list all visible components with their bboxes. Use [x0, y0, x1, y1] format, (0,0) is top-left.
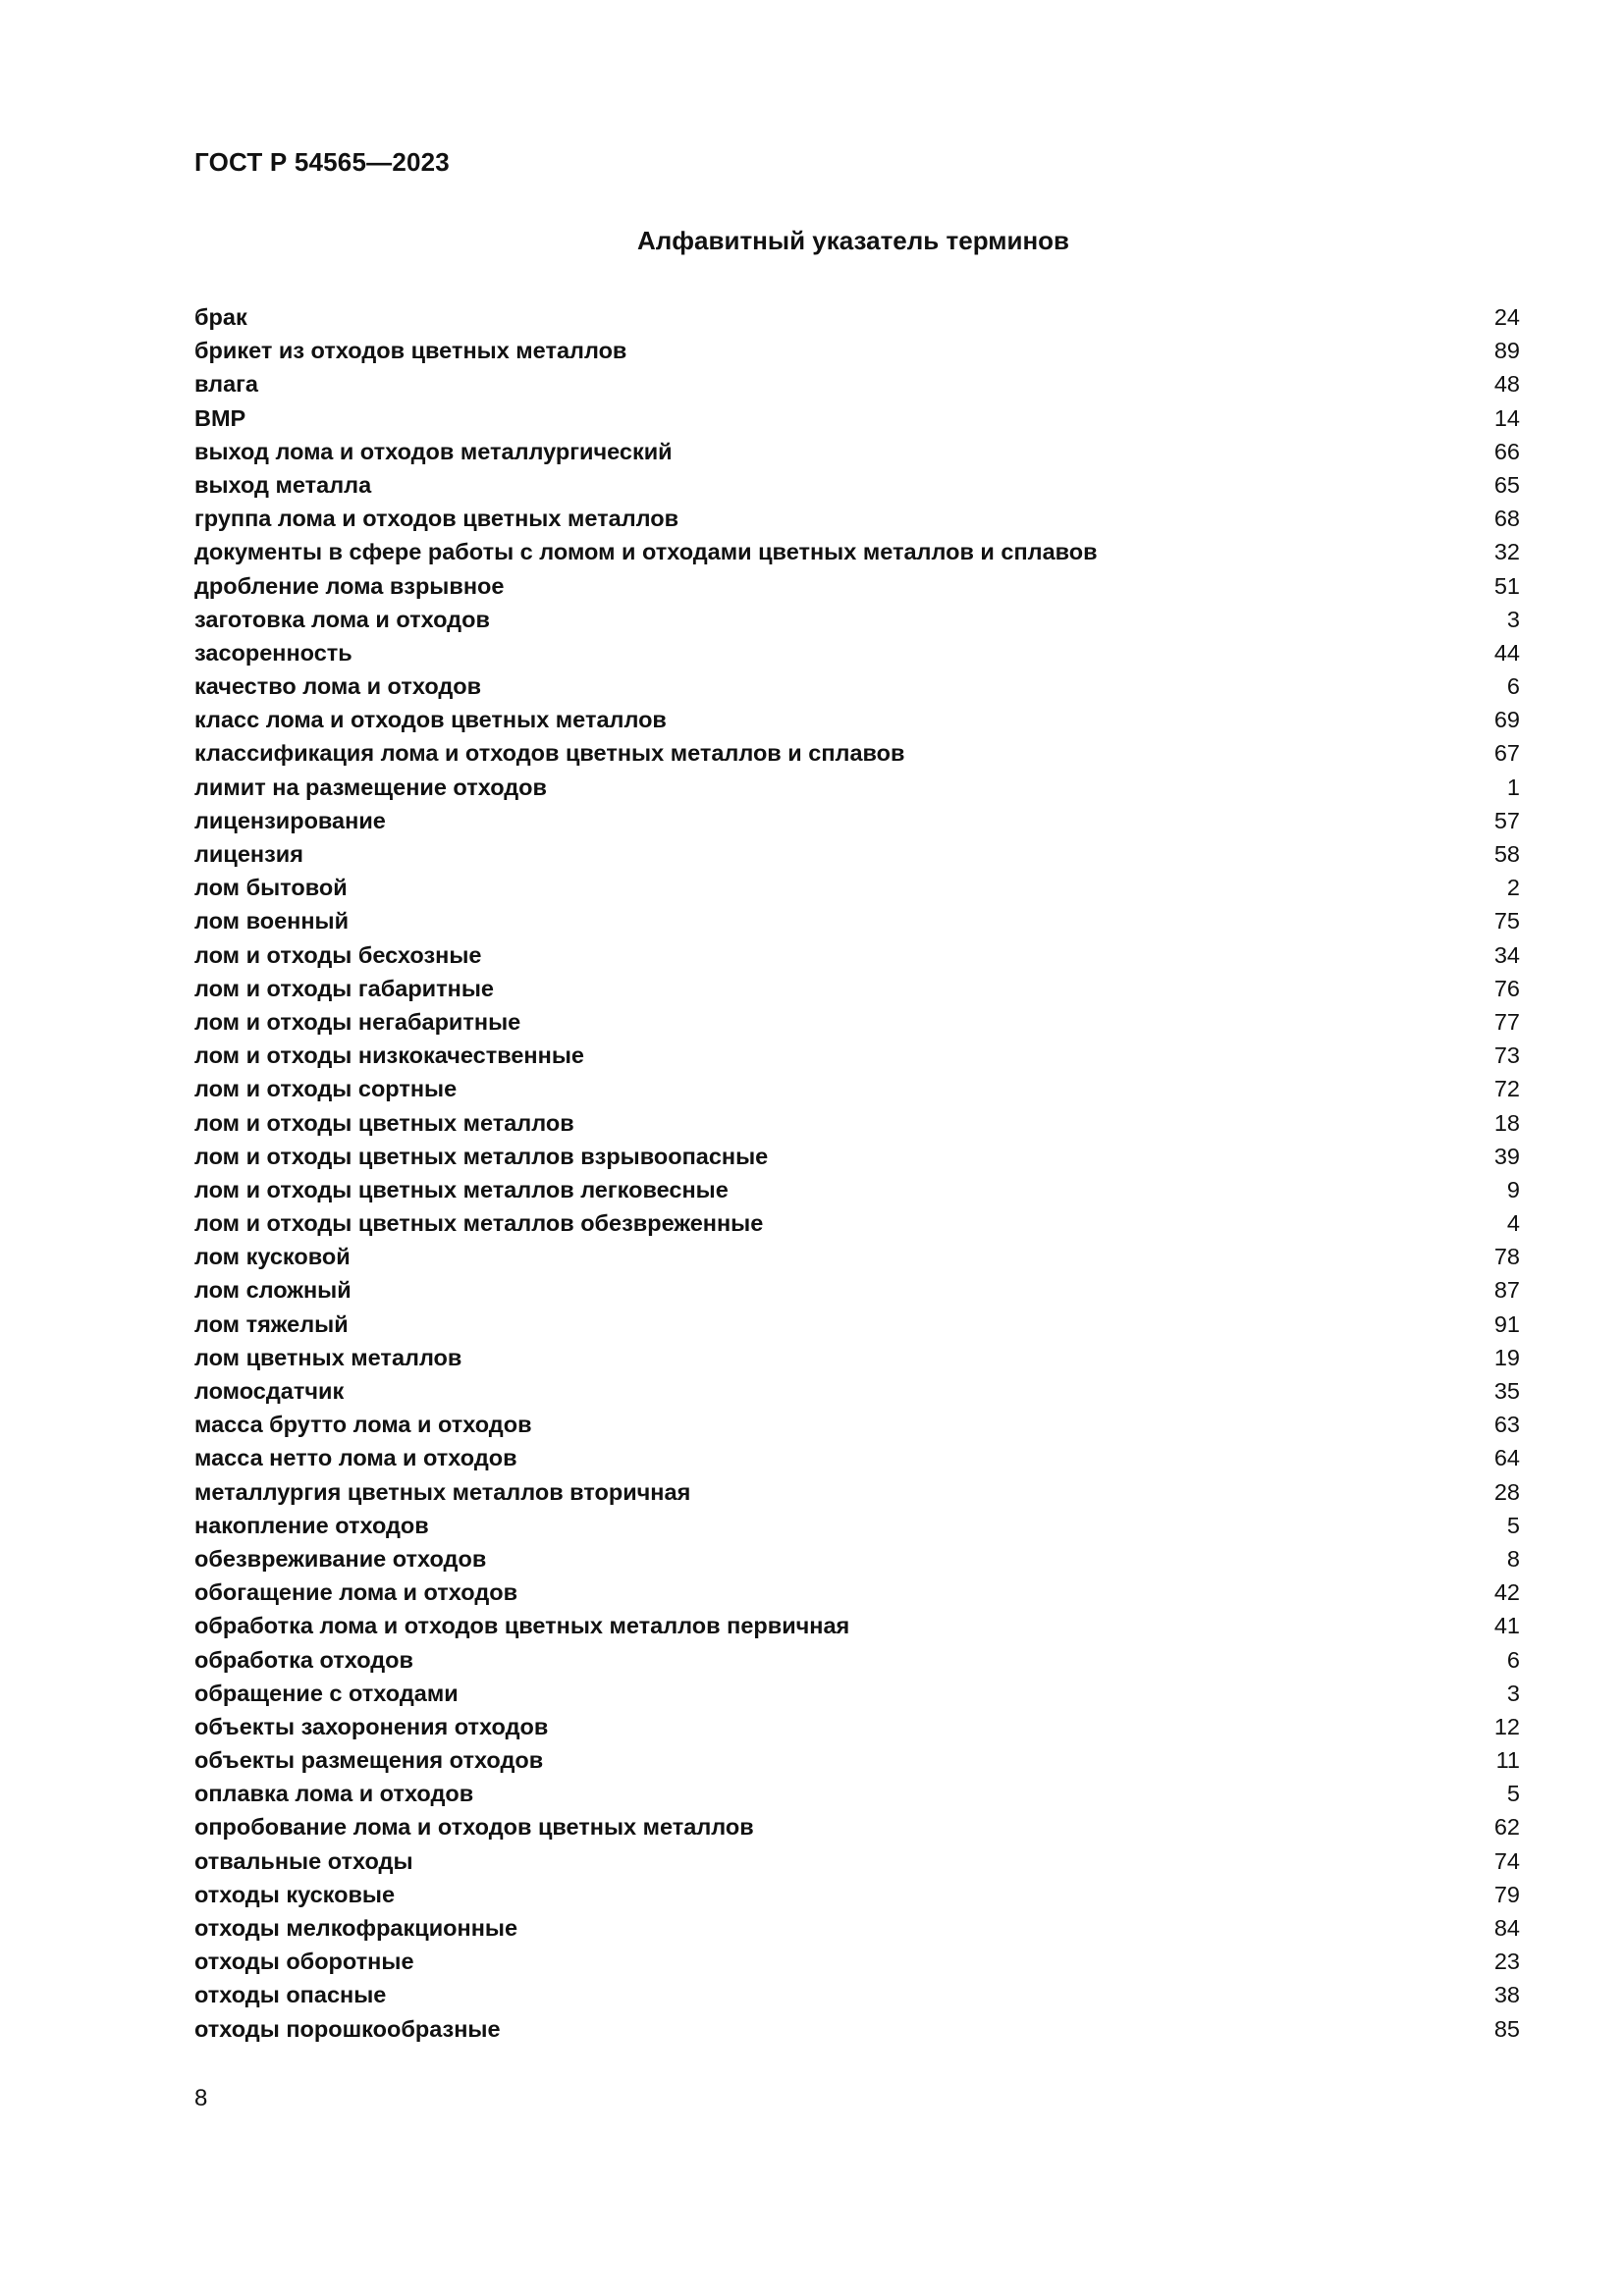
- index-term: брикет из отходов цветных металлов: [194, 338, 627, 364]
- index-term-number: 58: [1493, 841, 1520, 867]
- index-entry: [194, 367, 1520, 400]
- index-entry: [194, 1878, 1520, 1911]
- index-term-number: 69: [1493, 707, 1520, 733]
- index-term-number: 14: [1493, 404, 1520, 431]
- index-entry: [194, 1206, 1520, 1240]
- index-term: лом и отходы габаритные: [194, 975, 494, 1001]
- index-term-number: 75: [1493, 908, 1520, 934]
- index-term: масса брутто лома и отходов: [194, 1412, 532, 1438]
- index-entry: [194, 300, 1520, 334]
- index-term-number: 41: [1493, 1613, 1520, 1639]
- index-entry: [194, 1341, 1520, 1374]
- index-term-number: 48: [1493, 371, 1520, 398]
- index-term-number: 35: [1493, 1378, 1520, 1404]
- index-term-number: 6: [1506, 1646, 1520, 1673]
- index-term: классификация лома и отходов цветных металлов и сплавов: [194, 740, 905, 767]
- index-term-number: 12: [1493, 1713, 1520, 1739]
- index-entry: [194, 972, 1520, 1005]
- index-term-number: 3: [1506, 606, 1520, 632]
- index-entry: [194, 1911, 1520, 1945]
- index-term: лицензирование: [194, 807, 386, 833]
- index-term: обработка лома и отходов цветных металлов первичная: [194, 1613, 850, 1639]
- index-term: объекты размещения отходов: [194, 1747, 544, 1774]
- index-term-number: 23: [1493, 1949, 1520, 1975]
- index-entry: [194, 1005, 1520, 1039]
- index-term-number: 28: [1493, 1478, 1520, 1505]
- index-entry: [194, 1509, 1520, 1542]
- index-term-number: 84: [1493, 1915, 1520, 1941]
- index-term: лом кусковой: [194, 1244, 351, 1270]
- index-term-number: 5: [1506, 1512, 1520, 1538]
- index-term-number: 68: [1493, 506, 1520, 532]
- index-term: обращение с отходами: [194, 1680, 459, 1706]
- index-term-number: 85: [1493, 2015, 1520, 2042]
- index-term-number: 18: [1493, 1109, 1520, 1136]
- index-term-number: 44: [1493, 639, 1520, 666]
- index-term: документы в сфере работы с ломом и отходами цветных металлов и сплавов: [194, 539, 1098, 565]
- index-entry: [194, 837, 1520, 871]
- index-term: отходы оборотные: [194, 1949, 414, 1975]
- index-entry: [194, 1810, 1520, 1843]
- index-entry: [194, 1240, 1520, 1273]
- index-term-number: 42: [1493, 1579, 1520, 1606]
- index-term: влага: [194, 371, 258, 398]
- index-entry: [194, 502, 1520, 535]
- index-term-number: 19: [1493, 1344, 1520, 1370]
- index-term: выход лома и отходов металлургический: [194, 438, 673, 464]
- index-term: заготовка лома и отходов: [194, 606, 490, 632]
- index-term: лимит на размещение отходов: [194, 774, 547, 800]
- index-term: засоренность: [194, 639, 352, 666]
- index-term-number: 51: [1493, 572, 1520, 599]
- index-term-number: 65: [1493, 471, 1520, 498]
- index-term-number: 87: [1493, 1277, 1520, 1304]
- index-entry: [194, 771, 1520, 804]
- index-term-number: 77: [1493, 1008, 1520, 1035]
- index-term-number: 76: [1493, 975, 1520, 1001]
- index-entry: [194, 1475, 1520, 1509]
- index-term: обогащение лома и отходов: [194, 1579, 518, 1606]
- index-term: ВМР: [194, 404, 246, 431]
- index-term: лом и отходы цветных металлов обезвреженные: [194, 1210, 764, 1237]
- index-term-number: 74: [1493, 1847, 1520, 1874]
- index-entry: [194, 1945, 1520, 1978]
- index-entry: [194, 871, 1520, 904]
- index-term: лом сложный: [194, 1277, 352, 1304]
- index-entry: [194, 904, 1520, 937]
- page-number: 8: [194, 2085, 208, 2111]
- index-entry: [194, 603, 1520, 636]
- index-term-number: 5: [1506, 1781, 1520, 1807]
- index-term-number: 32: [1493, 539, 1520, 565]
- index-term: масса нетто лома и отходов: [194, 1445, 517, 1471]
- index-term: брак: [194, 304, 247, 330]
- index-entry: [194, 1408, 1520, 1441]
- index-entry: [194, 1743, 1520, 1777]
- index-term: оплавка лома и отходов: [194, 1781, 474, 1807]
- index-term-number: 64: [1493, 1445, 1520, 1471]
- document-number: ГОСТ Р 54565—2023: [194, 147, 450, 177]
- index-term-number: 91: [1493, 1310, 1520, 1337]
- section-title: Алфавитный указатель терминов: [636, 226, 1070, 255]
- index-entry: [194, 1374, 1520, 1408]
- index-term-number: 62: [1493, 1814, 1520, 1841]
- index-term: лом и отходы сортные: [194, 1076, 458, 1102]
- index-term: отходы кусковые: [194, 1881, 396, 1907]
- index-term: отходы порошкообразные: [194, 2015, 501, 2042]
- index-term: группа лома и отходов цветных металлов: [194, 506, 679, 532]
- index-entry: [194, 736, 1520, 770]
- index-entry: [194, 1710, 1520, 1743]
- index-term: качество лома и отходов: [194, 673, 482, 700]
- index-term: обезвреживание отходов: [194, 1545, 487, 1572]
- index-entry: [194, 1072, 1520, 1105]
- index-entry: [194, 1039, 1520, 1072]
- index-entry: [194, 535, 1520, 568]
- index-entry: [194, 1542, 1520, 1575]
- index-term-number: 9: [1506, 1176, 1520, 1202]
- index-term-number: 6: [1506, 673, 1520, 700]
- index-entry: [194, 1978, 1520, 2011]
- index-entry: [194, 1140, 1520, 1173]
- index-entry: [194, 1441, 1520, 1474]
- index-term-number: 73: [1493, 1042, 1520, 1069]
- index-term: лицензия: [194, 841, 303, 867]
- index-term-number: 4: [1506, 1210, 1520, 1237]
- index-term: лом и отходы цветных металлов: [194, 1109, 574, 1136]
- index-entry: [194, 1173, 1520, 1206]
- index-entry: [194, 1308, 1520, 1341]
- index-entry: [194, 804, 1520, 837]
- index-term: дробление лома взрывное: [194, 572, 505, 599]
- index-term: лом и отходы цветных металлов взрывоопасные: [194, 1143, 769, 1169]
- index-entry: [194, 468, 1520, 502]
- index-entry: [194, 435, 1520, 468]
- index-entry: [194, 938, 1520, 972]
- index-term: объекты захоронения отходов: [194, 1713, 549, 1739]
- index-entry: [194, 636, 1520, 669]
- term-index-list: [194, 300, 1520, 2046]
- index-term-number: 8: [1506, 1545, 1520, 1572]
- index-term-number: 3: [1506, 1680, 1520, 1706]
- index-term: лом и отходы цветных металлов легковесные: [194, 1176, 729, 1202]
- index-term-number: 34: [1493, 941, 1520, 968]
- index-term-number: 2: [1506, 875, 1520, 901]
- index-term: отвальные отходы: [194, 1847, 413, 1874]
- index-term-number: 39: [1493, 1143, 1520, 1169]
- index-entry: [194, 1677, 1520, 1710]
- index-term: выход металла: [194, 471, 372, 498]
- index-term-number: 79: [1493, 1881, 1520, 1907]
- index-term-number: 24: [1493, 304, 1520, 330]
- index-term-number: 89: [1493, 338, 1520, 364]
- index-entry: [194, 1643, 1520, 1677]
- index-term-number: 38: [1493, 1982, 1520, 2008]
- index-term: лом и отходы низкокачественные: [194, 1042, 584, 1069]
- index-term: ломосдатчик: [194, 1378, 345, 1404]
- index-term: обработка отходов: [194, 1646, 413, 1673]
- index-term-number: 78: [1493, 1244, 1520, 1270]
- index-entry: [194, 669, 1520, 703]
- index-term-number: 1: [1506, 774, 1520, 800]
- index-term-number: 11: [1495, 1747, 1520, 1774]
- index-entry: [194, 1273, 1520, 1307]
- index-entry: [194, 1777, 1520, 1810]
- index-term-number: 57: [1493, 807, 1520, 833]
- index-term: лом тяжелый: [194, 1310, 349, 1337]
- index-term: класс лома и отходов цветных металлов: [194, 707, 667, 733]
- index-term: опробование лома и отходов цветных металлов: [194, 1814, 754, 1841]
- index-entry: [194, 401, 1520, 435]
- index-term: лом бытовой: [194, 875, 348, 901]
- index-term: лом и отходы бесхозные: [194, 941, 482, 968]
- index-term: лом цветных металлов: [194, 1344, 462, 1370]
- index-term: металлургия цветных металлов вторичная: [194, 1478, 691, 1505]
- index-entry: [194, 569, 1520, 603]
- index-term: лом и отходы негабаритные: [194, 1008, 521, 1035]
- index-entry: [194, 334, 1520, 367]
- index-term-number: 66: [1493, 438, 1520, 464]
- index-term: отходы опасные: [194, 1982, 387, 2008]
- index-entry: [194, 2012, 1520, 2046]
- index-entry: [194, 1575, 1520, 1609]
- index-entry: [194, 703, 1520, 736]
- index-term-number: 67: [1493, 740, 1520, 767]
- index-term: накопление отходов: [194, 1512, 429, 1538]
- index-term: лом военный: [194, 908, 350, 934]
- index-entry: [194, 1106, 1520, 1140]
- index-entry: [194, 1609, 1520, 1642]
- index-entry: [194, 1844, 1520, 1878]
- index-term-number: 72: [1493, 1076, 1520, 1102]
- index-term: отходы мелкофракционные: [194, 1915, 518, 1941]
- index-term-number: 63: [1493, 1412, 1520, 1438]
